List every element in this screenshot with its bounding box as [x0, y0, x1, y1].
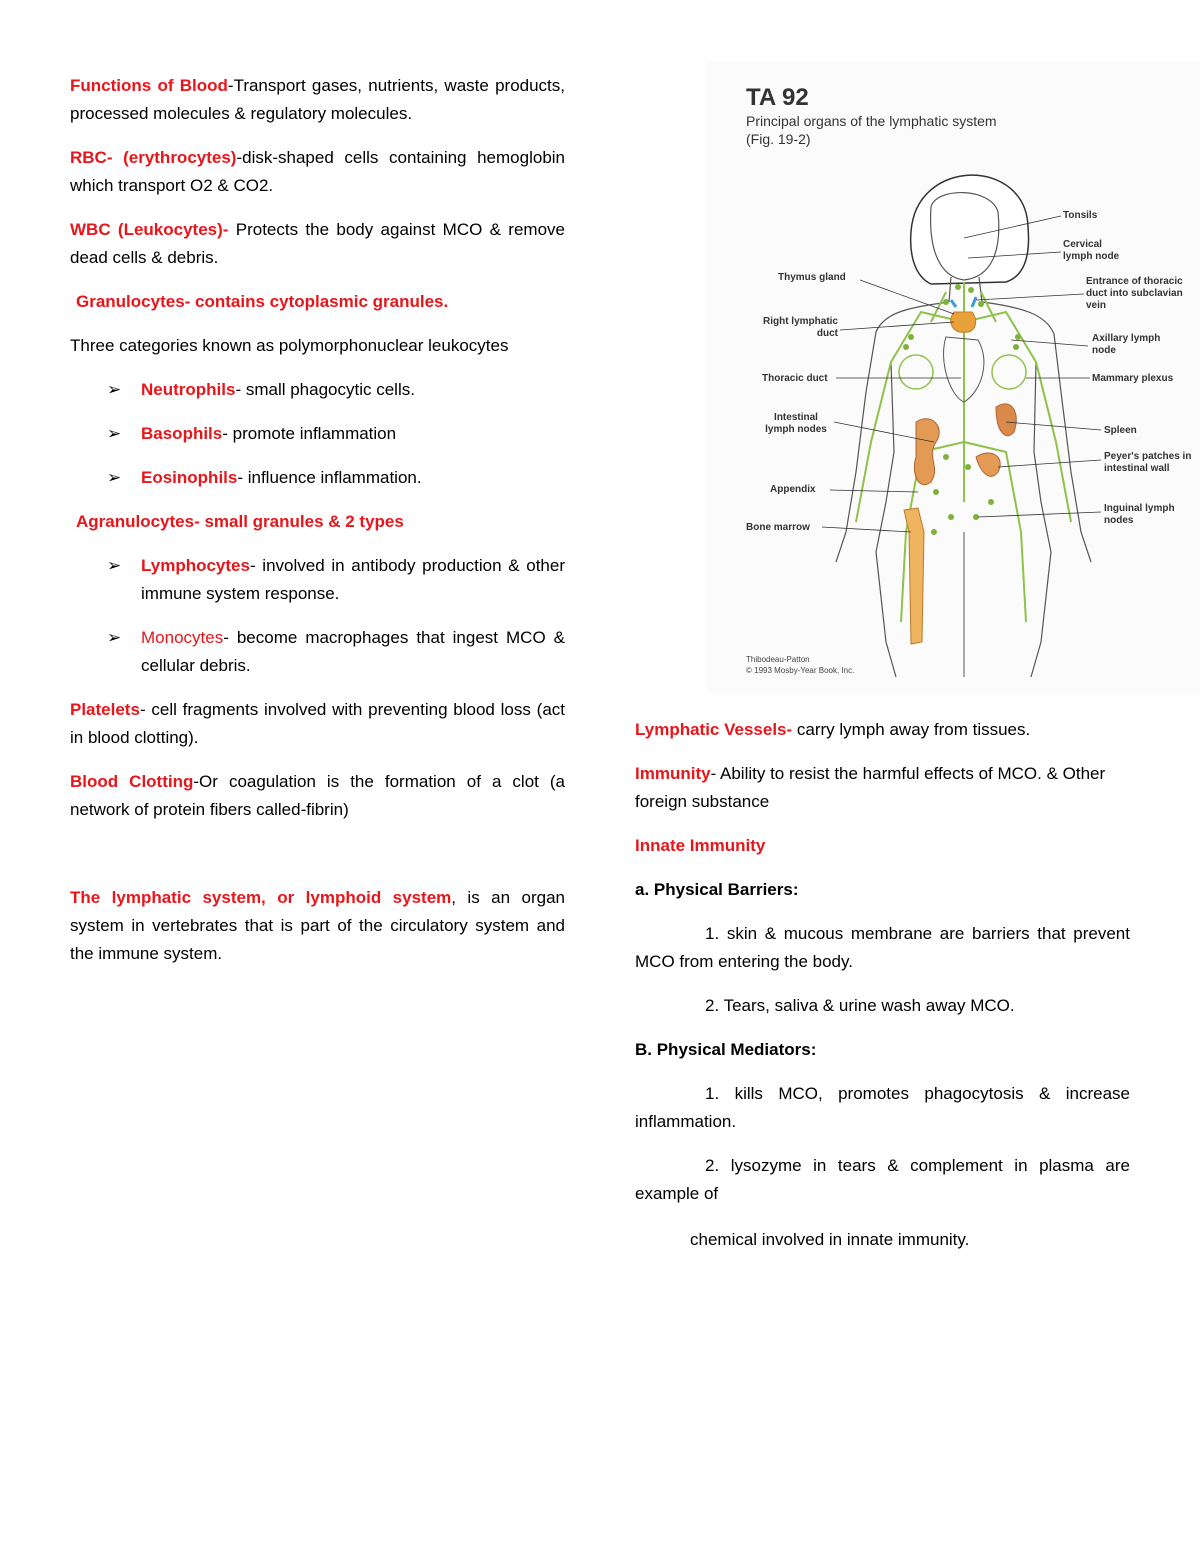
figure-credit-copyright: © 1993 Mosby-Year Book, Inc. — [746, 666, 855, 675]
arrow-bullet-icon: ➢ — [107, 468, 122, 487]
functions-of-blood-term: Functions of Blood — [70, 76, 228, 95]
figure-credit — [746, 654, 854, 676]
basophils-text: - promote inflammation — [222, 424, 397, 443]
lymphatic-vessels-text: carry lymph away from tissues. — [792, 720, 1031, 739]
monocytes-term: Monocytes — [141, 628, 224, 647]
neutrophils-item — [70, 376, 565, 404]
label-bone-marrow: Bone marrow — [746, 522, 810, 533]
lymphatic-vessels-paragraph — [635, 716, 1130, 744]
label-thoracic-duct: Thoracic duct — [762, 373, 828, 384]
arrow-bullet-icon: ➢ — [107, 628, 122, 647]
left-mammary-plexus — [899, 355, 933, 389]
neutrophils-term: Neutrophils — [141, 380, 236, 399]
barrier-item-1: 1. skin & mucous membrane are barriers that prevent MCO from entering the body. — [635, 924, 1130, 971]
functions-of-blood-text: -Transport gases, nutrients, waste products, processed molecules & regulatory molecules. — [70, 76, 565, 123]
label-inguinal-lymph-nodes: Inguinal lymph nodes — [1104, 503, 1175, 526]
lymphatic-vessels-term: Lymphatic Vessels- — [635, 720, 793, 739]
label-axillary-lymph-node: Axillary lymph node — [1092, 333, 1161, 356]
rbc-term: RBC- (erythrocytes) — [70, 148, 237, 167]
mediator-item-2: 2. lysozyme in tears & complement in plasma are example of — [635, 1156, 1130, 1203]
innate-immunity-heading: Innate Immunity — [635, 836, 766, 855]
rbc-paragraph — [70, 144, 565, 200]
label-mammary-plexus: Mammary plexus — [1092, 373, 1174, 384]
mediator-item-2-continuation: chemical involved in innate immunity. — [690, 1230, 970, 1249]
lymphatic-system-paragraph — [70, 884, 565, 968]
barrier-item-2: 2. Tears, saliva & urine wash away MCO. — [705, 996, 1015, 1015]
label-appendix: Appendix — [770, 484, 816, 495]
label-peyers-patches: Peyer's patches in intestinal wall — [1104, 451, 1192, 474]
eosinophils-item — [70, 464, 565, 492]
immunity-term: Immunity — [635, 764, 711, 783]
blood-clotting-term: Blood Clotting — [70, 772, 194, 791]
neutrophils-text: - small phagocytic cells. — [235, 380, 415, 399]
lymphocytes-term: Lymphocytes — [141, 556, 250, 575]
arrow-bullet-icon: ➢ — [107, 556, 122, 575]
mediator-item-1: 1. kills MCO, promotes phagocytosis & increase inflammation. — [635, 1084, 1130, 1131]
blood-clotting-paragraph — [70, 768, 565, 824]
label-cervical-lymph-node: Cervical lymph node — [1063, 239, 1120, 262]
blood-clotting-text: -Or coagulation is the formation of a clot (a network of protein fibers called-fibrin) — [70, 772, 566, 819]
label-entrance-thoracic-duct: Entrance of thoracic duct into subclavian vein — [1086, 276, 1183, 311]
right-column — [635, 716, 1130, 1270]
intestine-shape — [914, 419, 939, 485]
label-tonsils: Tonsils — [1063, 210, 1098, 221]
lymphatic-system-figure — [706, 62, 1200, 694]
granulocytes-heading: Granulocytes- contains cytoplasmic granules. — [76, 292, 449, 311]
basophils-term: Basophils — [141, 424, 223, 443]
left-column — [70, 72, 565, 984]
physical-barriers-heading: a. Physical Barriers: — [635, 880, 799, 899]
label-right-lymphatic-duct: Right lymphatic duct — [762, 316, 838, 339]
wbc-term: WBC (Leukocytes)- — [70, 220, 229, 239]
figure-subtitle: Principal organs of the lymphatic system — [746, 113, 997, 129]
wbc-text: Protects the body against MCO & remove dead cells & debris. — [70, 220, 565, 267]
eosinophils-text: - influence inflammation. — [237, 468, 422, 487]
platelets-paragraph — [70, 696, 565, 752]
lymphocytes-text: - involved in antibody production & other immune system response. — [141, 556, 565, 603]
arrow-bullet-icon: ➢ — [107, 424, 122, 443]
basophils-item — [70, 420, 565, 448]
figure-credit-authors: Thibodeau-Patton — [746, 655, 810, 664]
monocytes-item — [70, 624, 565, 680]
thymus-shape — [951, 312, 976, 332]
figure-title: TA 92 — [746, 84, 809, 111]
rbc-text: -disk-shaped cells containing hemoglobin which transport O2 & CO2. — [70, 148, 565, 195]
three-categories-text: Three categories known as polymorphonuclear leukocytes — [70, 336, 509, 355]
label-intestinal-lymph-nodes: Intestinal lymph nodes — [765, 412, 827, 435]
intestine-shape-right — [976, 453, 1000, 476]
functions-of-blood-paragraph — [70, 72, 565, 128]
lymphocytes-item — [70, 552, 565, 608]
arrow-bullet-icon: ➢ — [107, 380, 122, 399]
right-mammary-plexus — [992, 355, 1026, 389]
immunity-text: - Ability to resist the harmful effects of MCO. & Other foreign substance — [635, 764, 1106, 811]
eosinophils-term: Eosinophils — [141, 468, 238, 487]
immunity-paragraph — [635, 760, 1130, 816]
label-thymus-gland: Thymus gland — [778, 272, 846, 283]
physical-mediators-heading: B. Physical Mediators: — [635, 1040, 817, 1059]
lymphatic-system-text: , is an organ system in vertebrates that is part of the circulatory system and the immune system. — [70, 888, 565, 963]
monocytes-text: - become macrophages that ingest MCO & cellular debris. — [141, 628, 565, 675]
platelets-term: Platelets — [70, 700, 140, 719]
lymphatic-system-term: The lymphatic system, or lymphoid system — [70, 888, 452, 907]
figure-reference: (Fig. 19-2) — [746, 131, 811, 147]
wbc-paragraph — [70, 216, 565, 272]
label-spleen: Spleen — [1104, 425, 1137, 436]
platelets-text: - cell fragments involved with preventing blood loss (act in blood clotting). — [70, 700, 565, 747]
agranulocytes-heading: Agranulocytes- small granules & 2 types — [76, 512, 404, 531]
spleen-shape — [996, 404, 1016, 436]
